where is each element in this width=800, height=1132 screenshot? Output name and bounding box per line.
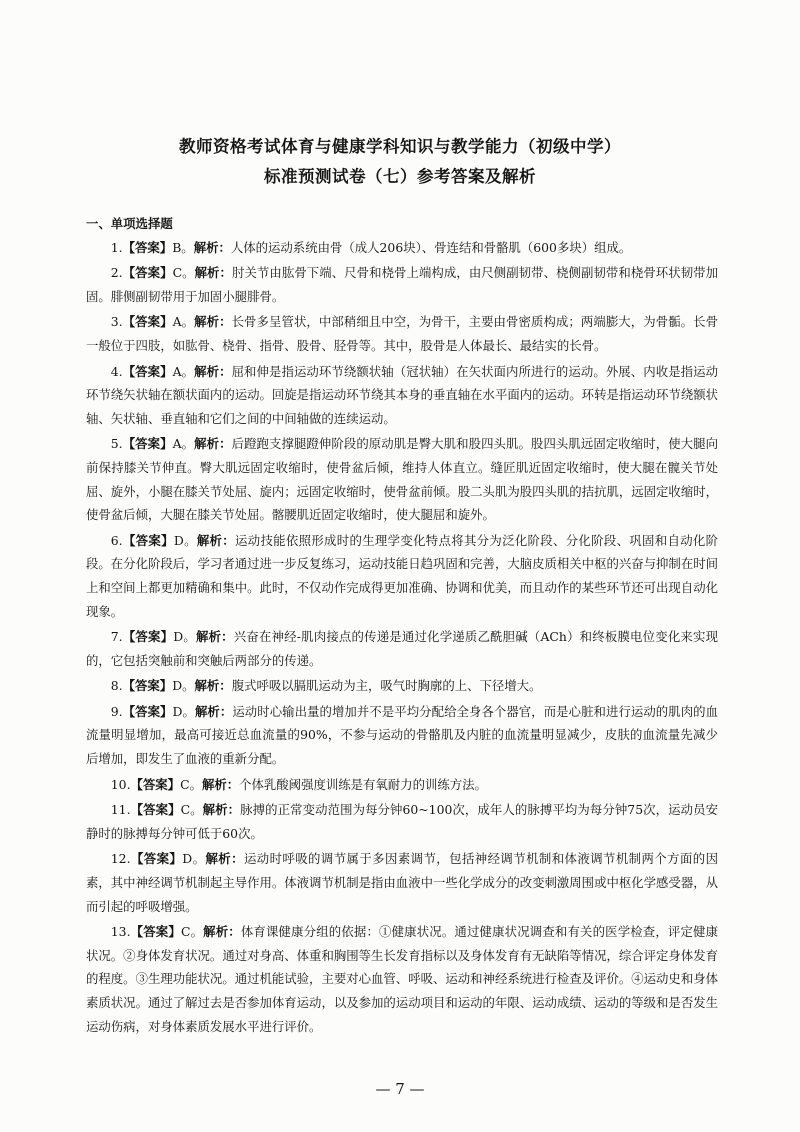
analysis-text: 长骨多呈管状，中部稍细且中空，为骨干，主要由骨密质构成；两端膨大，为骨骺。长骨一般位于四肢，如肱骨、桡骨、指骨、股骨、胫骨等。其中，股骨是人体最长、最结实的长骨。	[86, 314, 719, 353]
answer-item	[86, 261, 718, 308]
answer-marker: 【答案】	[122, 629, 174, 645]
answer-item	[86, 236, 718, 260]
page-title-line1: 教师资格考试体育与健康学科知识与教学能力（初级中学）	[179, 137, 621, 156]
answer-item	[86, 674, 718, 698]
answer-number: 5.	[110, 436, 123, 452]
answer-marker: 【答案】	[122, 363, 173, 379]
answer-item	[86, 847, 718, 918]
answer-letter: D。	[173, 532, 197, 548]
analysis-label: 解析：	[201, 776, 240, 792]
answer-number: 2.	[110, 265, 123, 281]
answer-letter: A。	[172, 314, 195, 330]
answer-letter: B。	[172, 239, 194, 255]
analysis-text: 运动时呼吸的调节属于多因素调节，包括神经调节机制和体液调节机制两个方面的因素，其中神经调节机制起主导作用。体液调节机制是指由血液中一些化学成分的改变刺激周围或中枢化学感受器，从而引起的呼吸增强。	[86, 851, 719, 914]
analysis-text: 脉搏的正常变动范围为每分钟60~100次，成年人的脉搏平均为每分钟75次，运动员安静时的脉搏每分钟可低于60次。	[86, 802, 719, 841]
answer-number: 7.	[110, 629, 123, 645]
answer-number: 1.	[110, 239, 123, 255]
answer-number: 6.	[110, 532, 123, 548]
analysis-text: 腹式呼吸以膈肌运动为主，吸气时胸廓的上、下径增大。	[231, 678, 542, 694]
analysis-text: 个体乳酸阈强度训练是有氧耐力的训练方法。	[239, 776, 487, 792]
answer-number: 4.	[110, 363, 123, 379]
analysis-text: 体育课健康分组的依据：①健康状况。通过健康状况调查和有关的医学检查，评定健康状况。②身体发育状况。通过对身高、体重和胸围等生长发育指标以及身体发育有无缺陷等情况，综合评定身体发育的程度。③生理功能状况。通过机能试验，主要对心血管、呼吸、运动和神经系统进行检查及评价。④运动史和身体素质状况。通过了解过去是否参加体育运动，以及参加的运动项目和运动的年限、运动成绩、运动的等级和是否发生运动伤病，对身体素质发展水平进行评价。	[86, 924, 719, 1034]
analysis-label: 解析：	[194, 314, 232, 330]
answer-number: 12.	[110, 851, 131, 867]
answer-letter: A。	[172, 363, 195, 379]
answer-item	[86, 798, 718, 845]
answer-list	[86, 236, 718, 1039]
analysis-label: 解析：	[194, 678, 232, 694]
answer-marker: 【答案】	[122, 239, 173, 255]
answer-marker: 【答案】	[122, 265, 173, 281]
answer-letter: C。	[180, 802, 203, 818]
analysis-label: 解析：	[193, 239, 231, 255]
answer-letter: C。	[180, 924, 204, 940]
analysis-label: 解析：	[194, 703, 233, 719]
analysis-label: 解析：	[196, 532, 235, 548]
answer-letter: C。	[180, 776, 202, 792]
analysis-label: 解析：	[195, 629, 234, 645]
answer-number: 10.	[110, 776, 131, 792]
answer-marker: 【答案】	[122, 678, 173, 694]
analysis-label: 解析：	[202, 802, 241, 818]
answer-number: 9.	[110, 703, 123, 719]
analysis-label: 解析：	[203, 924, 241, 940]
answer-item	[86, 773, 718, 797]
section-heading: 一、单项选择题	[86, 216, 173, 231]
analysis-label: 解析：	[205, 851, 244, 867]
analysis-text: 兴奋在神经-肌肉接点的传递是通过化学递质乙酰胆碱（ACh）和终板膜电位变化来实现的，它包括突触前和突触后两部分的传递。	[86, 629, 719, 668]
answer-number: 13.	[110, 924, 131, 940]
page-title-line2: 标准预测试卷（七）参考答案及解析	[264, 167, 536, 186]
answer-letter: C。	[172, 265, 195, 281]
answer-marker: 【答案】	[130, 802, 181, 818]
answer-item	[86, 310, 718, 357]
answer-number: 3.	[110, 314, 123, 330]
answer-item	[86, 529, 718, 623]
answer-item	[86, 432, 718, 526]
page-number: — 7 —	[375, 1080, 425, 1098]
answer-letter: D。	[182, 851, 206, 867]
answer-marker: 【答案】	[130, 851, 183, 867]
answer-letter: D。	[172, 703, 195, 719]
answer-marker: 【答案】	[130, 776, 181, 792]
answer-marker: 【答案】	[130, 924, 181, 940]
analysis-text: 运动时心输出量的增加并不是平均分配给全身各个器官，而是心脏和进行运动的肌肉的血流量明显增加，最高可接近总血流量的90%，不参与运动的骨骼肌及内脏的血流量明显减少，皮肤的血流量先减少后增加，即发生了血液的重新分配。	[86, 703, 719, 767]
answer-number: 8.	[110, 678, 123, 694]
answer-marker: 【答案】	[122, 314, 173, 330]
answer-marker: 【答案】	[122, 532, 174, 548]
answer-marker: 【答案】	[122, 436, 173, 452]
answer-item	[86, 920, 718, 1038]
analysis-text: 后蹬跑支撑腿蹬伸阶段的原动肌是臀大肌和股四头肌。股四头肌远固定收缩时，使大腿向前保持膝关节伸直。臀大肌远固定收缩时，使骨盆后倾，维持人体直立。缝匠肌近固定收缩时，使大腿在髋关节处屈、旋外，小腿在膝关节处屈、旋内；远固定收缩时，使骨盆前倾。股二头肌为股四头肌的拮抗肌，远固定收缩时，使骨盆后倾，大腿在膝关节处屈。髂腰肌近固定收缩时，使大腿屈和旋外。	[86, 436, 719, 523]
answer-letter: A。	[172, 436, 195, 452]
analysis-label: 解析：	[194, 363, 232, 379]
analysis-text: 肘关节由肱骨下端、尺骨和桡骨上端构成，由尺侧副韧带、桡侧副韧带和桡骨环状韧带加固。腓侧副韧带用于加固小腿腓骨。	[86, 265, 719, 304]
answer-content	[86, 212, 718, 1040]
analysis-text: 屈和伸是指运动环节绕额状轴（冠状轴）在矢状面内所进行的运动。外展、内收是指运动环节绕矢状轴在额状面内的运动。回旋是指运动环节绕其本身的垂直轴在水平面内的运动。环转是指运动环节绕额状轴、矢状轴、垂直轴和它们之间的中间轴做的连续运动。	[86, 363, 719, 426]
analysis-text: 人体的运动系统由骨（成人206块）、骨连结和骨骼肌（600多块）组成。	[230, 239, 632, 255]
answer-item	[86, 360, 718, 431]
analysis-text: 运动技能依照形成时的生理学变化特点将其分为泛化阶段、分化阶段、巩固和自动化阶段。在分化阶段后，学习者通过进一步反复练习，运动技能日趋巩固和完善，大脑皮质相关中枢的兴奋与抑制在时间上和空间上都更加精确和集中。此时，不仅动作完成得更加准确、协调和优美，而且动作的某些环节还可出现自动化现象。	[86, 532, 719, 619]
answer-letter: D。	[172, 678, 195, 694]
analysis-label: 解析：	[194, 265, 232, 281]
answer-marker: 【答案】	[122, 703, 173, 719]
answer-item	[86, 700, 718, 771]
analysis-label: 解析：	[194, 436, 232, 452]
answer-item	[86, 625, 718, 672]
answer-letter: D。	[173, 629, 196, 645]
answer-number: 11.	[110, 802, 131, 818]
